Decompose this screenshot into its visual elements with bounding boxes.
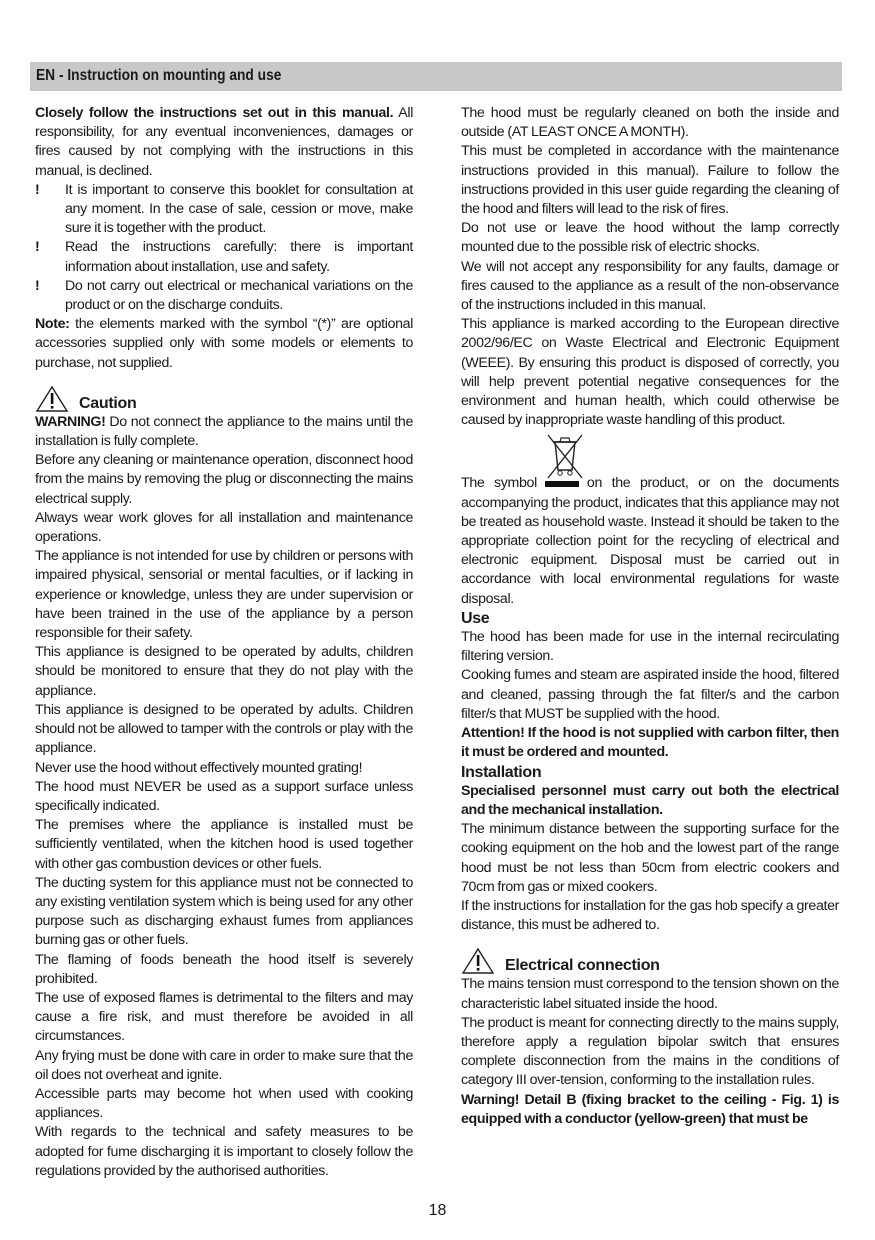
note-text: the elements marked with the symbol “(*)” are optional accessories supplied only with some models or elements to purchase, not supplied. (35, 316, 413, 371)
warning-triangle-icon (461, 947, 495, 975)
page-number: 18 (428, 1202, 447, 1219)
right-column (461, 104, 839, 1129)
warning-triangle-icon (35, 385, 69, 413)
note-label: Note: (35, 316, 70, 333)
installation-bold (461, 782, 839, 820)
caution-paragraph: Before any cleaning or maintenance operation, disconnect hood from the mains by removing the plug or disconnecting the mains electrical supply. (35, 452, 413, 507)
exclamation-mark: ! (35, 239, 40, 256)
installation-title: Installation (461, 763, 542, 781)
electrical-title: Electrical connection (505, 957, 660, 975)
crossed-out-bin-icon (545, 432, 585, 480)
caution-paragraph: This appliance is designed to be operated by adults, children should be monitored to ensure that they do not play with the appliance. (35, 644, 413, 699)
warning-label: WARNING! (35, 413, 106, 430)
intro-bold: Closely follow the instructions set out in this manual. (35, 105, 394, 121)
caution-heading (35, 383, 413, 413)
exclamation-mark: ! (35, 181, 40, 198)
caution-title: Caution (79, 394, 137, 412)
caution-paragraph: Never use the hood without effectively mounted grating! (35, 759, 363, 776)
installation-paragraph: If the instructions for installation for the gas hob specify a greater distance, this must be adhered to. (461, 897, 839, 934)
attention-text: Attention! If the hood is not supplied with carbon filter, then it must be ordered and mounted. (461, 725, 839, 761)
bullet-text: Do not carry out electrical or mechanical variations on the product or on the discharge conduits. (65, 277, 413, 314)
bullet-item (35, 181, 413, 239)
caution-paragraph: This appliance is designed to be operated by adults. Children should not be allowed to tamper with the controls or play with the appliance. (35, 701, 413, 757)
bullet-item (35, 277, 413, 315)
caution-paragraph: The ducting system for this appliance must not be connected to any existing ventilation system which is being used for any other purpose such as discharging exhaust fumes from appliances burning gas or other fuels. (35, 874, 413, 949)
caution-paragraph: The appliance is not intended for use by children or persons with impaired physical, sensorial or mental faculties, or if lacking in experience or knowledge, unless they are under supervision or have been trained in the use of the appliance by a person responsible for their safety. (35, 548, 413, 642)
use-paragraph: Cooking fumes and steam are aspirated inside the hood, filtered and cleaned, passing through the fat filter/s and the carbon filter/s that MUST be supplied with the hood. (461, 667, 839, 722)
caution-paragraph: Any frying must be done with care in order to make sure that the oil does not overheat and ignite. (35, 1047, 413, 1083)
weee-bar-icon (545, 481, 579, 487)
maintenance-paragraph: The hood must be regularly cleaned on both the inside and outside (AT LEAST ONCE A MONTH). (461, 105, 839, 141)
caution-paragraph: The premises where the appliance is installed must be sufficiently ventilated, when the kitchen hood is used together with other gas combustion devices or other fuels. (35, 817, 413, 872)
caution-paragraph: Always wear work gloves for all installation and maintenance operations. (35, 509, 413, 546)
symbol-paragraph (461, 474, 839, 608)
electrical-warning (461, 1091, 839, 1129)
maintenance-paragraph: We will not accept any responsibility for any faults, damage or fires caused to the appliance as a result of the non-observance of the instructions included in this manual. (461, 258, 839, 314)
installation-bold-text: Specialised personnel must carry out both the electrical and the mechanical installation. (461, 782, 839, 818)
caution-paragraph: Accessible parts may become hot when used with cooking appliances. (35, 1085, 413, 1122)
electrical-warning-text: Warning! Detail B (fixing bracket to the ceiling - Fig. 1) is equipped with a conductor (yellow-green) that must be (461, 1091, 839, 1127)
weee-paragraph: This appliance is marked according to the European directive 2002/96/EC on Waste Electrical and Electronic Equipment (WEEE). By ensuring this product is disposed of correctly, you will help prevent potential negative consequences for the environment and human health, which could otherwise be caused by inappropriate waste handling of this product. (461, 316, 839, 429)
note-paragraph (35, 315, 413, 373)
bullet-item (35, 238, 413, 276)
section-title: EN - Instruction on mounting and use (36, 67, 282, 84)
bullet-text: It is important to conserve this booklet for consultation at any moment. In the case of sale, cession or move, make sure it is together with the product. (65, 181, 413, 237)
symbol-text-after: on the product, or on the documents accompanying the product, indicates that this appliance may not be treated as household waste. Instead it should be taken to the appropriate collection point for the recycling of electrical and electronic equipment. Disposal must be carried out in accordance with local environmental regulations for waste disposal. (461, 475, 840, 607)
weee-symbol-block (461, 436, 839, 608)
warning-text: Do not connect the appliance to the mains until the installation is fully complete. (35, 413, 413, 450)
use-title: Use (461, 609, 490, 627)
electrical-paragraph: The mains tension must correspond to the tension shown on the characteristic label situated inside the hood. (461, 976, 839, 1012)
electrical-heading (461, 945, 839, 975)
intro-text: All responsibility, for any eventual inconveniences, damages or fires caused by not complying with the instructions in this manual, is declined. (35, 105, 413, 179)
installation-paragraph: The minimum distance between the supporting surface for the cooking equipment on the hob and the lowest part of the range hood must be not less than 50cm from electric cookers and 70cm from gas or mixed cookers. (461, 821, 839, 895)
section-header-bar (30, 62, 842, 91)
caution-paragraph: The flaming of foods beneath the hood itself is severely prohibited. (35, 951, 413, 987)
caution-paragraph: The use of exposed flames is detrimental to the filters and may cause a fire risk, and must therefore be avoided in all circumstances. (35, 989, 413, 1045)
left-column (35, 104, 413, 1181)
symbol-text-before: The symbol (461, 475, 537, 492)
weee-icon-spacer (461, 436, 839, 474)
exclamation-mark: ! (35, 277, 40, 294)
bullet-text: Read the instructions carefully: there is important information about installation, use and safety. (65, 239, 413, 275)
use-attention (461, 724, 839, 762)
warning-paragraph (35, 413, 413, 451)
maintenance-paragraph: Do not use or leave the hood without the lamp correctly mounted due to the possible risk of electric shocks. (461, 220, 839, 256)
electrical-paragraph: The product is meant for connecting directly to the mains supply, therefore apply a regulation bipolar switch that ensures complete disconnection from the mains in the conditions of category III over-tension, conforming to the installation rules. (461, 1014, 839, 1089)
use-paragraph: The hood has been made for use in the internal recirculating filtering version. (461, 629, 839, 665)
maintenance-paragraph: This must be completed in accordance with the maintenance instructions provided in this manual). Failure to follow the instructions provided in this user guide regarding the cleaning of the hood and filters will lead to the risk of fires. (461, 143, 839, 218)
caution-paragraph: With regards to the technical and safety measures to be adopted for fume discharging it is important to closely follow the regulations provided by the authorised authorities. (35, 1124, 413, 1179)
intro-paragraph (35, 104, 413, 181)
caution-paragraph: The hood must NEVER be used as a support surface unless specifically indicated. (35, 778, 413, 814)
